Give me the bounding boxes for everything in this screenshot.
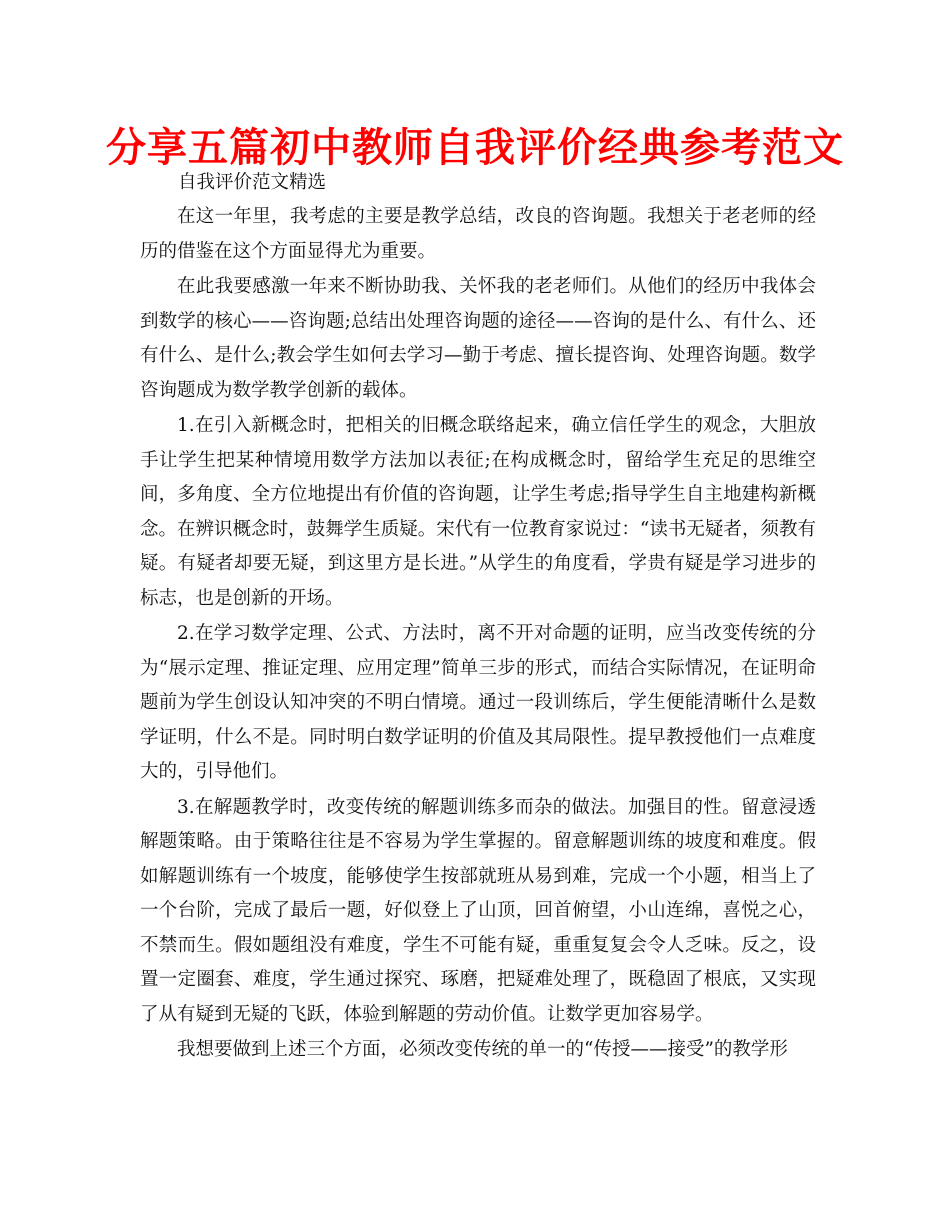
- document-subtitle: 自我评价范文精选: [178, 172, 327, 193]
- document-title: 分享五篇初中教师自我评价经典参考范文: [106, 125, 844, 171]
- paragraph-point-2: 2.在学习数学定理、公式、方法时，离不开对命题的证明，应当改变传统的分为“展示定理、推证定理、应用定理”简单三步的形式，而结合实际情况，在证明命题前为学生创设认知冲突的不明白情境。通过一段训练后，学生便能清晰什么是数学证明，什么不是。同时明白数学证明的价值及其局限性。提早教授他们一点难度大的，引导他们。: [140, 623, 816, 782]
- paragraph-point-3: 3.在解题教学时，改变传统的解题训练多而杂的做法。加强目的性。留意浸透解题策略。由于策略往往是不容易为学生掌握的。留意解题训练的坡度和难度。假如解题训练有一个坡度，能够使学生按部就班从易到难，完成一个小题，相当上了一个台阶，完成了最后一题，好似登上了山顶，回首俯望，小山连绵，喜悦之心，不禁而生。假如题组没有难度，学生不可能有疑，重重复复会令人乏味。反之，设置一定圈套、难度，学生通过探究、琢磨，把疑难处理了，既稳固了根底，又实现了从有疑到无疑的飞跃，体验到解题的劳动价值。让数学更加容易学。: [140, 796, 816, 1025]
- document-body: [140, 170, 816, 1068]
- paragraph-point-1: 1.在引入新概念时，把相关的旧概念联络起来，确立信任学生的观念，大胆放手让学生把某种情境用数学方法加以表征;在构成概念时，留给学生充足的思维空间，多角度、全方位地提出有价值的咨询题，让学生考虑;指导学生自主地建构新概念。在辨识概念时，鼓舞学生质疑。宋代有一位教育家说过：“读书无疑者，须教有疑。有疑者却要无疑，到这里方是长进。”从学生的角度看，学贵有疑是学习进步的标志，也是创新的开场。: [140, 415, 816, 609]
- paragraph-gratitude: 在此我要感激一年来不断协助我、关怀我的老老师们。从他们的经历中我体会到数学的核心——咨询题;总结出处理咨询题的途径——咨询的是什么、有什么、还有什么、是什么;教会学生如何去学习—勤于考虑、擅长提咨询、处理咨询题。数学咨询题成为数学教学创新的载体。: [140, 276, 816, 401]
- paragraph-conclusion: 我想要做到上述三个方面，必须改变传统的单一的“传授——接受”的教学形: [177, 1039, 788, 1060]
- paragraph-intro: 在这一年里，我考虑的主要是教学总结，改良的咨询题。我想关于老老师的经历的借鉴在这个方面显得尤为重要。: [140, 206, 816, 262]
